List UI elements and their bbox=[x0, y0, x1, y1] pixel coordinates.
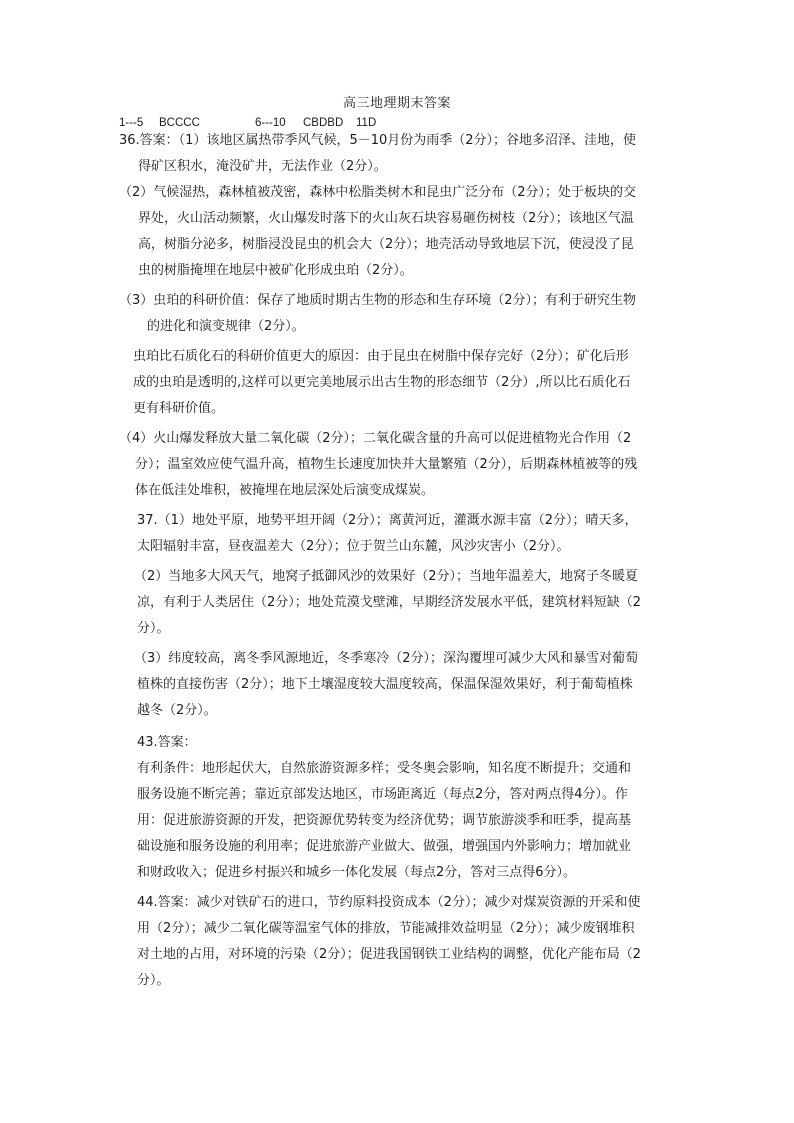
answer-line: 对土地的占用，对环境的污染（2分）；促进我国钢铁工业结构的调整，优化产能布局（2 bbox=[137, 947, 642, 962]
answer-line: 植株的直接伤害（2分）；地下土壤湿度较大温度较高，保温保湿效果好，利于葡萄植株 bbox=[137, 677, 633, 692]
answer-line: 36.答案：（1）该地区属热带季风气候，5－10月份为雨季（2分）；谷地多沼泽、洼地，使 bbox=[119, 133, 637, 148]
answer-line: 虫珀比石质化石的科研价值更大的原因：由于昆虫在树脂中保存完好（2分）；矿化后形 bbox=[133, 349, 629, 364]
answer-line: 越冬（2分）。 bbox=[137, 703, 217, 718]
answer-line: （3）纬度较高，离冬季风源地近，冬季寒冷（2分）；深沟覆埋可减少大风和暴雪对葡萄 bbox=[134, 651, 639, 666]
answer-line: 37.（1）地处平原，地势平坦开阔（2分）；离黄河近，灌溉水源丰富（2分）；晴天多， bbox=[137, 513, 638, 528]
answer-line: 础设施和服务设施的利用率；促进旅游产业做大、做强，增强国内外影响力；增加就业 bbox=[137, 839, 632, 854]
document-title: 高三地理期末答案 bbox=[342, 96, 451, 111]
answer-line: 体在低洼处堆积，被掩埋在地层深处后演变成煤炭。 bbox=[135, 483, 435, 498]
answer-line: 得矿区积水，淹没矿井，无法作业（2分）。 bbox=[138, 159, 387, 174]
answer-line: 43.答案： bbox=[137, 735, 197, 750]
answer-line: （2）气候湿热，森林植被茂密，森林中松脂类树木和昆虫广泛分布（2分）；处于板块的交 bbox=[119, 185, 637, 200]
answer-line: 用：促进旅游资源的开发，把资源优势转变为经济优势；调节旅游淡季和旺季，提高基 bbox=[137, 813, 632, 828]
answer-line: 用（2分）；减少二氧化碳等温室气体的排放，节能减排效益明显（2分）；减少废钢堆积 bbox=[137, 921, 635, 936]
answer-line: 分）。 bbox=[137, 973, 170, 988]
answers-1-5: BCCCC bbox=[159, 117, 200, 129]
answer-line: 界处，火山活动频繁，火山爆发时落下的火山灰石块容易砸伤树枝（2分）；该地区气温 bbox=[138, 211, 634, 226]
answer-line: 虫的树脂掩埋在地层中被矿化形成虫珀（2分）。 bbox=[138, 263, 413, 278]
answer-line: 成的虫珀是透明的,这样可以更完美地展示出古生物的形态细节（2分）,所以比石质化石 bbox=[133, 375, 631, 390]
answer-line: （3）虫珀的科研价值：保存了地质时期古生物的形态和生存环境（2分）；有利于研究生物 bbox=[119, 293, 637, 308]
answers-6-10: CBDBD bbox=[303, 117, 344, 129]
answer-line: 高，树脂分泌多，树脂浸没昆虫的机会大（2分）；地壳活动导致地层下沉，使浸没了昆 bbox=[138, 237, 634, 252]
answer-line: 更有科研价值。 bbox=[133, 401, 225, 416]
answer-range-6-10: 6---10 bbox=[255, 117, 286, 129]
answer-line: （2）当地多大风天气，地窝子抵御风沙的效果好（2分）；当地年温差大，地窝子冬暖夏 bbox=[134, 569, 639, 584]
answer-line: （4）火山爆发释放大量二氧化碳（2分）；二氧化碳含量的升高可以促进植物光合作用（2 bbox=[119, 431, 632, 446]
answer-range-1-5: 1---5 bbox=[119, 117, 144, 129]
answer-line: 和财政收入；促进乡村振兴和城乡一体化发展（每点2分，答对三点得6分）。 bbox=[137, 865, 577, 880]
answer-line: 有利条件：地形起伏大，自然旅游资源多样；受冬奥会影响，知名度不断提升；交通和 bbox=[137, 761, 632, 776]
answer-line: 服务设施不断完善；靠近京部发达地区，市场距离近（每点2分，答对两点得4分）。作 bbox=[137, 787, 629, 802]
answer-line: 凉，有利于人类居住（2分）；地处荒漠戈壁滩，早期经济发展水平低，建筑材料短缺（2 bbox=[137, 595, 642, 610]
answer-11: 11D bbox=[356, 117, 377, 129]
answer-line: 分）；温室效应使气温升高，植物生长速度加快并大量繁殖（2分），后期森林植被等的残 bbox=[135, 457, 638, 472]
answer-line: 太阳辐射丰富，昼夜温差大（2分）；位于贺兰山东麓，风沙灾害小（2分）。 bbox=[137, 539, 570, 554]
answer-line: 的进化和演变规律（2分）。 bbox=[147, 319, 305, 334]
answer-line: 分）。 bbox=[137, 621, 170, 636]
answer-line: 44.答案：减少对铁矿石的进口，节约原料投资成本（2分）；减少对煤炭资源的开采和使 bbox=[137, 895, 641, 910]
